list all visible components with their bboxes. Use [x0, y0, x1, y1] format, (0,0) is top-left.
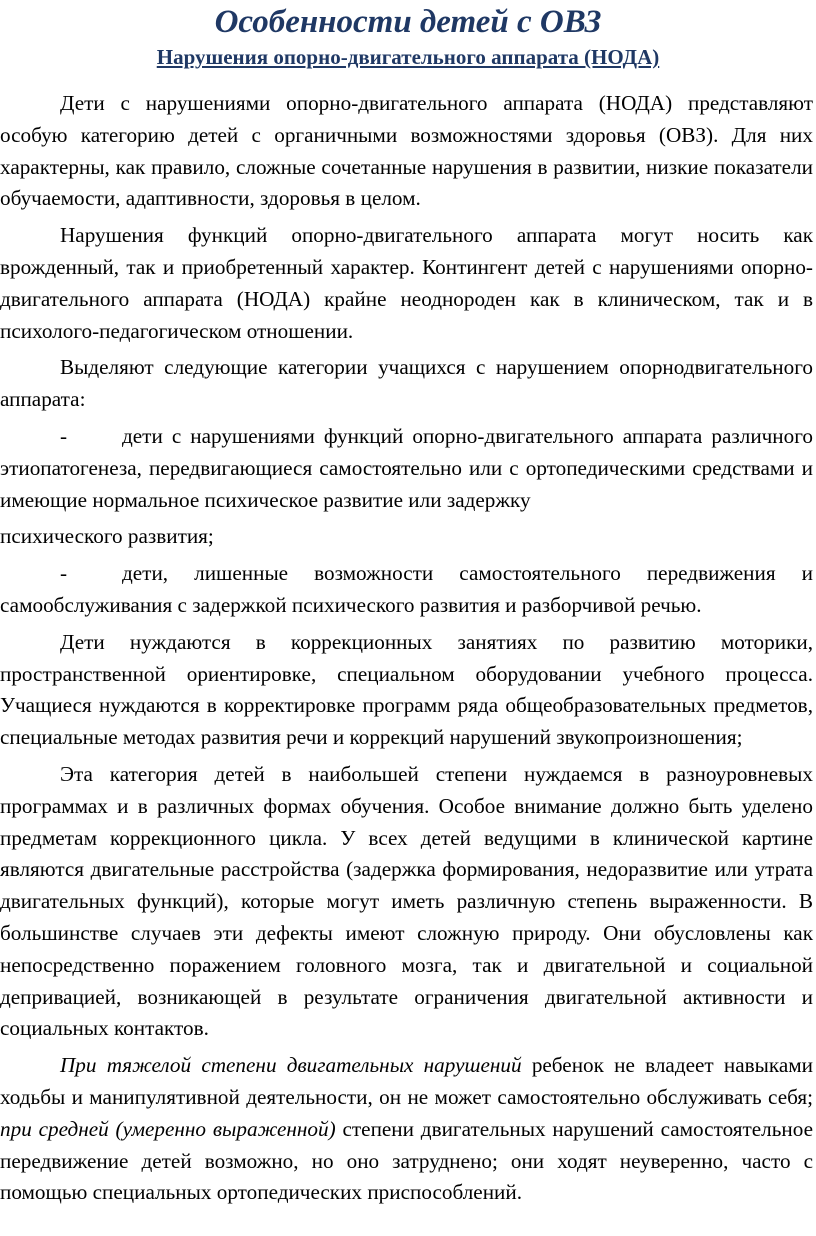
severity-moderate-text: степени двигательных нарушений самостоятельное передвижение детей возможно, но оно затруднено; они ходят неуверенно, часто с помощью специальных ортопедических приспособлений.: [0, 1116, 813, 1205]
list-item-category-2-text: дети, лишенные возможности самостоятельного передвижения и самообслуживания с задержкой психического развития и разборчивой речью.: [0, 561, 813, 617]
list-item-category-1-continuation: психического развития;: [0, 524, 214, 549]
paragraph-disorders: Нарушения функций опорно-двигательного аппарата могут носить как врожденный, так и приобретенный характер. Контингент детей с нарушениями опорно-двигательного аппарата (НОДА) крайне неоднороден как в клиническом, так и в психолого-педагогическом отношении.: [0, 223, 813, 343]
paragraph-needs: Дети нуждаются в коррекционных занятиях по развитию моторики, пространственной ориентировке, специальном оборудовании учебного процесса. Учащиеся нуждаются в корректировке программ ряда общеобразовательных предметов, специальные методах развития речи и коррекций нарушений звукопроизношения;: [0, 629, 813, 750]
severity-moderate-label: при средней (умеренно выраженной): [0, 1116, 336, 1141]
paragraph-intro: Дети с нарушениями опорно-двигательного аппарата (НОДА) представляют особую категорию детей с органичными возможностями здоровья (ОВЗ). Для них характерны, как правило, сложные сочетанные нарушения в развитии, низкие показатели обучаемости, адаптивности, здоровья в целом.: [0, 91, 813, 211]
list-item-category-2: [0, 558, 813, 622]
document-body: [0, 88, 813, 1210]
paragraph-programs: Эта категория детей в наибольшей степени нуждаемся в разноуровневых программах и в различных формах обучения. Особое внимание должно быть уделено предметам коррекционного цикла. У всех детей ведущими в клинической картине являются двигательные расстройства (задержка формирования, недоразвитие или утрата двигательных функций), которые могут иметь различную степень выраженности. В большинстве случаев эти дефекты имеют сложную природу. Они обусловлены как непосредственно поражением головного мозга, так и двигательной и социальной депривацией, возникающей в результате ограничения двигательной активности и социальных контактов.: [0, 761, 813, 1041]
paragraph-severity: [0, 1050, 813, 1209]
list-item-category-1: [0, 421, 813, 516]
document-subtitle: Нарушения опорно-двигательного аппарата (НОДА): [156, 45, 660, 69]
severity-severe-label: При тяжелой степени двигательных нарушений: [60, 1053, 522, 1078]
document-title: Особенности детей с ОВЗ: [214, 4, 602, 40]
list-item-category-1-text: дети с нарушениями функций опорно-двигательного аппарата различного этиопатогенеза, передвигающиеся самостоятельно или с ортопедическими средствами и имеющие нормальное психическое развитие или задержку: [0, 423, 813, 512]
list-dash: -: [60, 561, 68, 586]
severity-severe-text: ребенок не владеет навыками ходьбы и манипулятивной деятельности, он не может самостоятельно обслуживать себя;: [0, 1053, 813, 1109]
paragraph-categories: Выделяют следующие категории учащихся с нарушением опорнодвигательного аппарата:: [0, 355, 813, 412]
list-dash: -: [60, 423, 68, 448]
